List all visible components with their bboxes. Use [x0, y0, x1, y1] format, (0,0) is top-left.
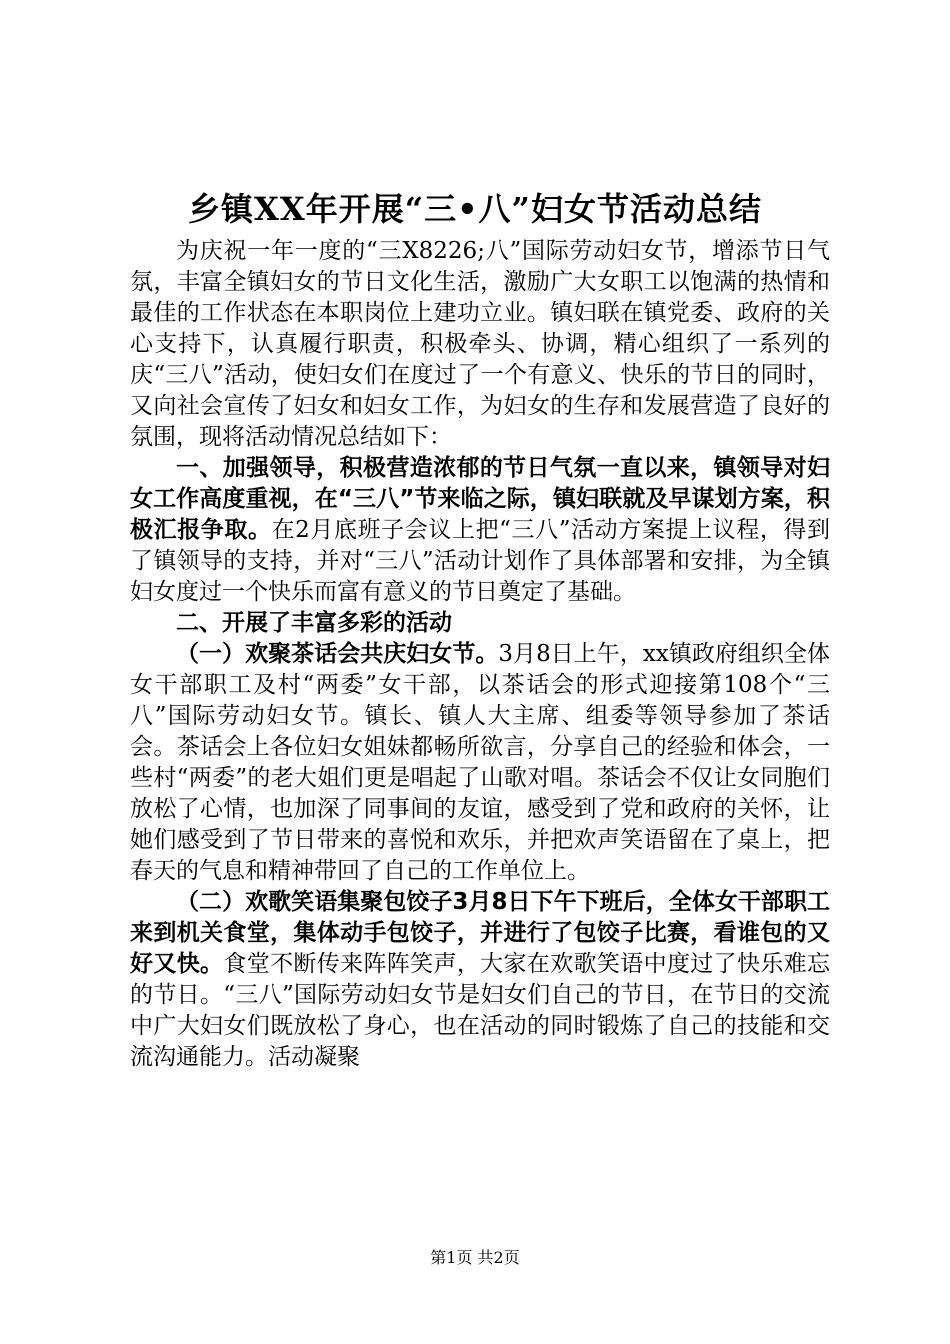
paragraph-heading: 二、开展了丰富多彩的活动 [176, 610, 452, 636]
document-body [130, 236, 830, 1073]
paragraph-intro [130, 236, 830, 453]
paragraph-text: 为庆祝一年一度的“三X8226;八”国际劳动妇女节，增添节日气氛，丰富全镇妇女的节日文化生活，激励广大女职工以饱满的热情和最佳的工作状态在本职岗位上建功立业。镇妇联在镇党委、政府的关心支持下，认真履行职责，积极牵头、协调，精心组织了一系列的庆“三八”活动，使妇女们在度过了一个有意义、快乐的节日的同时，又向社会宣传了妇女和妇女工作，为妇女的生存和发展营造了良好的氛围，现将活动情况总结如下： [130, 238, 830, 450]
paragraph-heading: （二）欢歌笑语集聚包饺子3月8日下午下班后，全体女干部职工来到机关食堂，集体动手包饺子，并进行了包饺子比赛，看谁包的又好又快。 [130, 889, 830, 977]
paragraph-subsection-1 [130, 639, 830, 887]
paragraph-heading: （一）欢聚茶话会共庆妇女节。 [176, 641, 499, 667]
paragraph-section-2 [130, 608, 830, 639]
paragraph-subsection-2 [130, 887, 830, 1073]
paragraph-heading: 一、加强领导，积极营造浓郁的节日气氛一直以来，镇领导对妇女工作高度重视，在“三八”节来临之际，镇妇联就及早谋划方案，积极汇报争取。 [130, 455, 830, 543]
paragraph-section-1 [130, 453, 830, 608]
paragraph-text: 食堂不断传来阵阵笑声，大家在欢歌笑语中度过了快乐难忘的节日。“三八”国际劳动妇女节是妇女们自己的节日，在节日的交流中广大妇女们既放松了身心，也在活动的同时锻炼了自己的技能和交流沟通能力。活动凝聚 [130, 951, 831, 1070]
page-footer: 第1页 共2页 [430, 1248, 520, 1267]
paragraph-text: 在2月底班子会议上把“三八”活动方案提上议程，得到了镇领导的支持，并对“三八”活动计划作了具体部署和安排，为全镇妇女度过一个快乐而富有意义的节日奠定了基础。 [130, 517, 831, 605]
document-title: 乡镇XX年开展“三•八”妇女节活动总结 [188, 190, 762, 228]
paragraph-text: 3月8日上午，xx镇政府组织全体女干部职工及村“两委”女干部，以茶话会的形式迎接第108个“三八”国际劳动妇女节。镇长、镇人大主席、组委等领导参加了茶话会。茶话会上各位妇女姐妹都畅所欲言，分享自己的经验和体会，一些村“两委”的老大姐们更是唱起了山歌对唱。茶话会不仅让女同胞们放松了心情，也加深了同事间的友谊，感受到了党和政府的关怀，让她们感受到了节日带来的喜悦和欢乐，并把欢声笑语留在了桌上，把春天的气息和精神带回了自己的工作单位上。 [130, 641, 830, 884]
